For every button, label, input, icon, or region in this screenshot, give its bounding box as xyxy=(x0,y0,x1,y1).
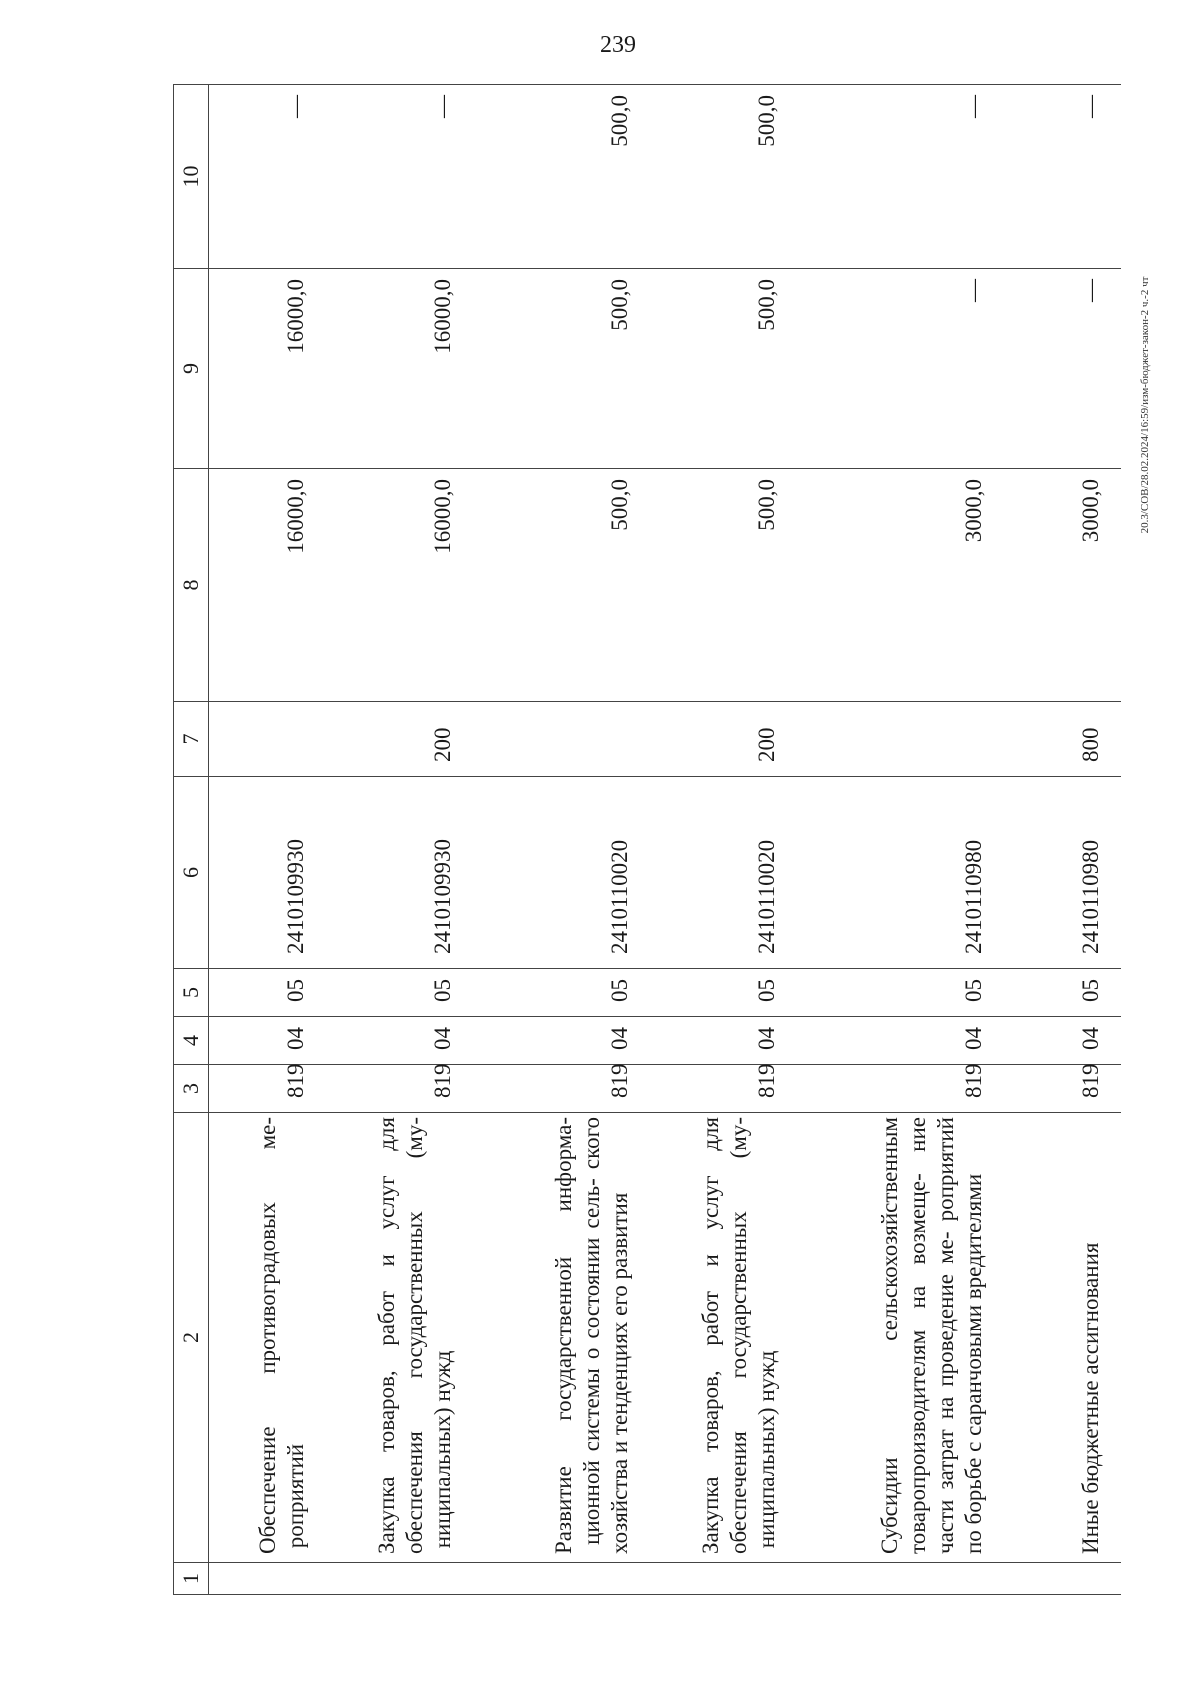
cell-col-1 xyxy=(209,1563,327,1595)
cell-subsection: 05 xyxy=(209,969,327,1017)
cell-target-article: 2410110020 xyxy=(473,777,650,969)
cell-amount-1: 3000,0 xyxy=(797,469,1004,702)
cell-col-1 xyxy=(1004,1563,1121,1595)
table-row xyxy=(326,85,473,1595)
cell-target-article: 2410109930 xyxy=(326,777,473,969)
cell-amount-2: 16000,0 xyxy=(209,269,327,469)
cell-expense-type: 200 xyxy=(326,702,473,777)
cell-expense-type xyxy=(797,702,1004,777)
cell-amount-2: — xyxy=(1004,269,1121,469)
cell-name: Закупка товаров, работ и услуг для обеспечения государственных (му- ниципальных) нужд xyxy=(326,1113,473,1563)
table-row xyxy=(473,85,650,1595)
cell-amount-3: 500,0 xyxy=(473,85,650,269)
table-row xyxy=(1004,85,1121,1595)
cell-target-article: 2410110980 xyxy=(797,777,1004,969)
table-row xyxy=(650,85,797,1595)
header-col-6: 6 xyxy=(174,777,209,969)
cell-admin-code: 819 xyxy=(473,1065,650,1113)
cell-col-1 xyxy=(473,1563,650,1595)
cell-amount-2: — xyxy=(797,269,1004,469)
cell-amount-3: 500,0 xyxy=(650,85,797,269)
cell-subsection: 05 xyxy=(473,969,650,1017)
header-row xyxy=(174,85,209,1595)
cell-expense-type xyxy=(209,702,327,777)
budget-table xyxy=(173,84,1121,1595)
header-col-4: 4 xyxy=(174,1017,209,1065)
cell-amount-1: 500,0 xyxy=(473,469,650,702)
cell-section: 04 xyxy=(1004,1017,1121,1065)
cell-target-article: 2410110020 xyxy=(650,777,797,969)
cell-name: Субсидии сельскохозяйственным товаропроизводителям на возмеще- ние части затрат на проведение ме- роприятий по борьбе с саранчовыми вредителями xyxy=(797,1113,1004,1563)
cell-admin-code: 819 xyxy=(650,1065,797,1113)
cell-amount-3: — xyxy=(1004,85,1121,269)
cell-subsection: 05 xyxy=(650,969,797,1017)
header-col-10: 10 xyxy=(174,85,209,269)
cell-amount-1: 16000,0 xyxy=(209,469,327,702)
header-col-5: 5 xyxy=(174,969,209,1017)
cell-section: 04 xyxy=(650,1017,797,1065)
cell-name: Иные бюджетные ассигнования xyxy=(1004,1113,1121,1563)
cell-col-1 xyxy=(326,1563,473,1595)
cell-amount-1: 16000,0 xyxy=(326,469,473,702)
header-col-3: 3 xyxy=(174,1065,209,1113)
header-col-9: 9 xyxy=(174,269,209,469)
cell-subsection: 05 xyxy=(797,969,1004,1017)
header-col-8: 8 xyxy=(174,469,209,702)
cell-section: 04 xyxy=(209,1017,327,1065)
cell-name: Обеспечение противоградовых ме- роприятий xyxy=(209,1113,327,1563)
cell-subsection: 05 xyxy=(1004,969,1121,1017)
header-col-7: 7 xyxy=(174,702,209,777)
page-number: 239 xyxy=(600,32,636,58)
cell-admin-code: 819 xyxy=(1004,1065,1121,1113)
cell-expense-type xyxy=(473,702,650,777)
cell-name: Развитие государственной информа- ционной системы о состоянии сель- ского хозяйства и тенденциях его развития xyxy=(473,1113,650,1563)
document-code: 20.3/СОВ/28.02.2024/16:59/изм-бюджет-закон-2 ч.-2 чт xyxy=(1139,276,1151,534)
cell-col-1 xyxy=(797,1563,1004,1595)
cell-expense-type: 800 xyxy=(1004,702,1121,777)
cell-amount-1: 500,0 xyxy=(650,469,797,702)
cell-target-article: 2410109930 xyxy=(209,777,327,969)
cell-subsection: 05 xyxy=(326,969,473,1017)
cell-amount-2: 16000,0 xyxy=(326,269,473,469)
table-row xyxy=(209,85,327,1595)
cell-admin-code: 819 xyxy=(326,1065,473,1113)
cell-section: 04 xyxy=(326,1017,473,1065)
cell-amount-1: 3000,0 xyxy=(1004,469,1121,702)
table-row xyxy=(797,85,1004,1595)
cell-section: 04 xyxy=(473,1017,650,1065)
cell-amount-3: — xyxy=(797,85,1004,269)
header-col-2: 2 xyxy=(174,1113,209,1563)
cell-amount-3: — xyxy=(326,85,473,269)
cell-name: Закупка товаров, работ и услуг для обеспечения государственных (му- ниципальных) нужд xyxy=(650,1113,797,1563)
cell-section: 04 xyxy=(797,1017,1004,1065)
cell-admin-code: 819 xyxy=(797,1065,1004,1113)
cell-amount-3: — xyxy=(209,85,327,269)
cell-target-article: 2410110980 xyxy=(1004,777,1121,969)
cell-amount-2: 500,0 xyxy=(650,269,797,469)
rotated-table-container xyxy=(173,85,1103,1595)
cell-amount-2: 500,0 xyxy=(473,269,650,469)
cell-admin-code: 819 xyxy=(209,1065,327,1113)
cell-expense-type: 200 xyxy=(650,702,797,777)
header-col-1: 1 xyxy=(174,1563,209,1595)
cell-col-1 xyxy=(650,1563,797,1595)
